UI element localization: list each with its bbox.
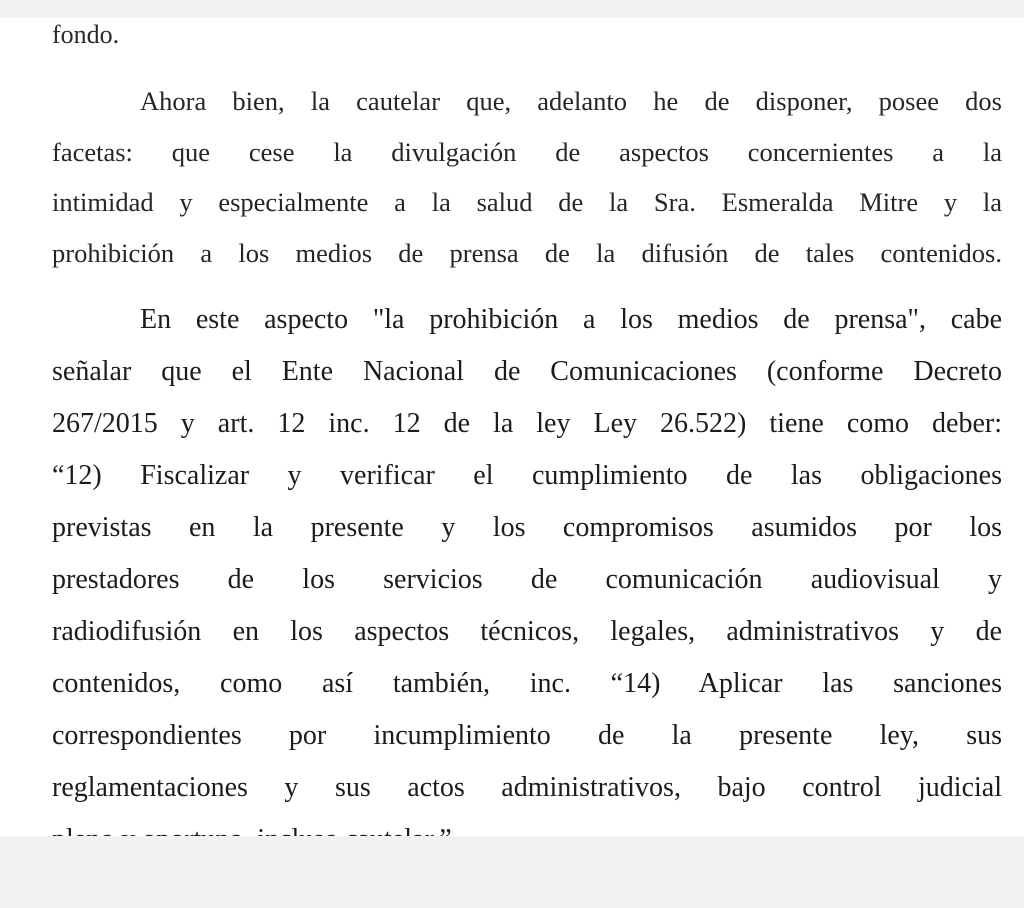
- page-bottom-margin: [0, 836, 1024, 908]
- paragraph-line: señalar que el Ente Nacional de Comunicaciones (conforme Decreto: [52, 356, 1002, 387]
- paragraph-line: “12) Fiscalizar y verificar el cumplimiento de las obligaciones: [52, 460, 1002, 491]
- paragraph-line: previstas en la presente y los compromisos asumidos por los: [52, 512, 1002, 543]
- paragraph-line: correspondientes por incumplimiento de la presente ley, sus: [52, 720, 1002, 751]
- paragraph-cautelar: [52, 76, 1002, 278]
- paragraph-line: 267/2015 y art. 12 inc. 12 de la ley Ley 26.522) tiene como deber:: [52, 408, 1002, 439]
- paragraph-line: radiodifusión en los aspectos técnicos, legales, administrativos y de: [52, 616, 1002, 647]
- paragraph-line: Ahora bien, la cautelar que, adelanto he de disponer, posee dos: [140, 86, 1002, 116]
- paragraph-line: intimidad y especialmente a la salud de la Sra. Esmeralda Mitre y la: [52, 187, 1002, 217]
- paragraph-line: prohibición a los medios de prensa de la difusión de tales contenidos.: [52, 237, 1002, 268]
- paragraph-ente-nacional: [52, 294, 1002, 866]
- paragraph-line: prestadores de los servicios de comunicación audiovisual y: [52, 564, 1002, 595]
- paragraph-line: facetas: que cese la divulgación de aspectos concernientes a la: [52, 136, 1002, 167]
- paragraph-line: En este aspecto "la prohibición a los medios de prensa", cabe: [140, 304, 1002, 335]
- paragraph-line: reglamentaciones y sus actos administrativos, bajo control judicial: [52, 772, 1002, 803]
- paragraph-line: contenidos, como así también, inc. “14) Aplicar las sanciones: [52, 668, 1002, 699]
- fragment-line: fondo.: [52, 20, 120, 49]
- document-page: [0, 18, 1024, 836]
- text-fragment: [52, 18, 1002, 52]
- page-top-margin: [0, 0, 1024, 18]
